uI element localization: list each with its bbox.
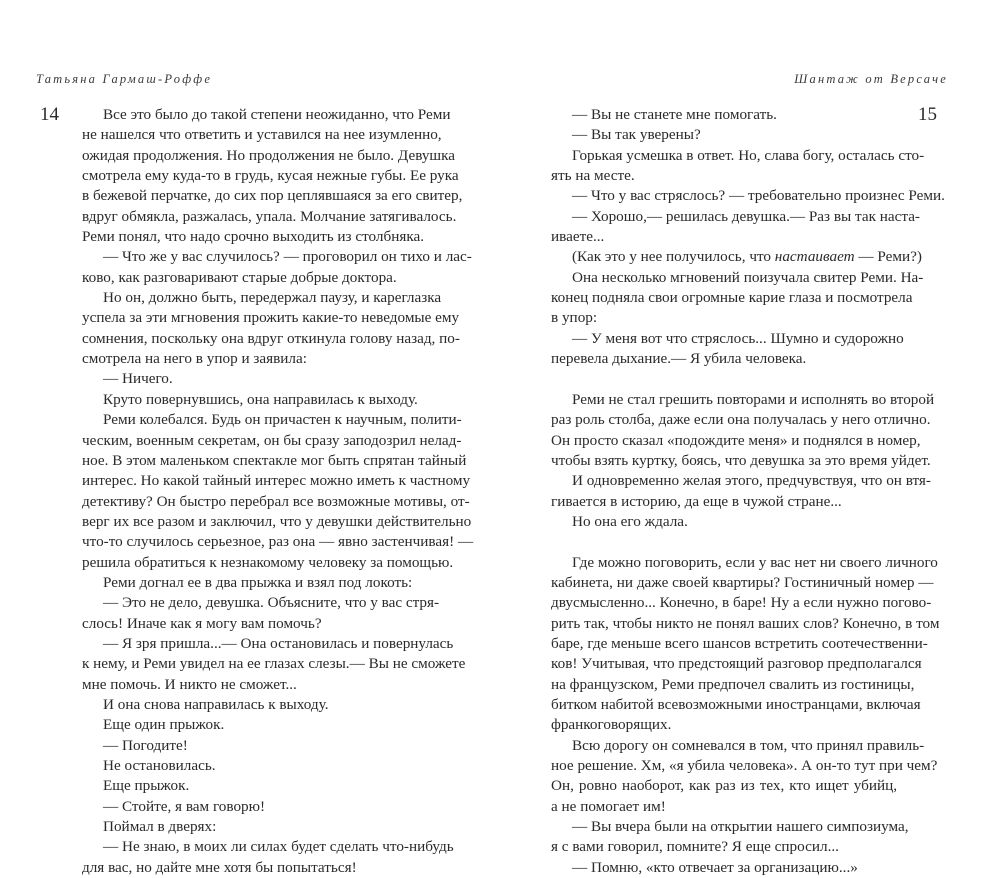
text-line: гивается в историю, да еще в чужой стране... — [551, 492, 842, 510]
text-line: верг их все разом и заключил, что у девушки действительно — [82, 512, 472, 530]
text-line: успела за эти мгновения прожить какие-то неведомые ему — [82, 309, 460, 327]
text-line: смотрела на него в упор и заявила: — [82, 350, 307, 368]
text-line: мне помочь. И никто не сможет... — [82, 675, 297, 693]
text-line: — Вы не станете мне помогать. — [572, 106, 777, 123]
text-line: Она несколько мгновений поизучала свитер Реми. На- — [572, 268, 924, 286]
text-line: — Не знаю, в моих ли силах будет сделать что-нибудь — [103, 838, 454, 856]
text-line: перевела дыхание.— Я убила человека. — [551, 350, 807, 368]
text-line: а не помогает им! — [551, 797, 666, 815]
left-page-text — [82, 105, 474, 878]
text-line: — Я зря пришла...— Она остановилась и повернулась — [103, 634, 454, 652]
text-line: для вас, но дайте мне хотя бы попытаться! — [82, 858, 357, 876]
text-line: ное решение. Хм, «я убила человека». А он-то тут при чем? — [551, 757, 938, 774]
text-line: ять на месте. — [551, 167, 635, 185]
text-line: — Что же у вас случилось? — проговорил он тихо и лас- — [103, 248, 472, 266]
text-line: ков! Учитывая, что предстоящий разговор предполагался — [551, 655, 922, 673]
text-line: сомнения, поскольку она вдруг откинула голову назад, по- — [82, 329, 460, 347]
text-line: рить так, чтобы никто не понял ваших слов? Конечно, в том — [551, 614, 940, 632]
text-line: — Вы вчера были на открытии нашего симпозиума, — [572, 818, 909, 836]
text-line: двусмысленно... Конечно, в баре! Ну а если нужно погово- — [551, 594, 932, 612]
text-line: интерес. Но какой тайный интерес можно иметь к частному — [82, 472, 471, 490]
running-head-title: Шантаж от Версаче — [794, 72, 948, 86]
text-line: смотрела ему куда-то в грудь, кусая нежные губы. Ее рука — [82, 167, 459, 185]
text-line: — У меня вот что стряслось... Шумно и судорожно — [572, 329, 904, 347]
text-line: конец подняла свои огромные карие глаза и посмотрела — [551, 289, 913, 307]
text-line: Всю дорогу он сомневался в том, что принял правиль- — [572, 736, 925, 754]
text-line: к нему, и Реми увидел на ее глазах слезы.— Вы не сможете — [82, 655, 466, 673]
text-line: — Погодите! — [103, 736, 188, 754]
text-line: кабинета, ни даже своей квартиры? Гостиничный номер — — [551, 573, 934, 591]
text-line: — Стойте, я вам говорю! — [103, 797, 266, 815]
emphasis: настаивает — [774, 248, 855, 266]
text-line: ческим, военным секретам, он бы сразу заподозрил нелад- — [82, 431, 462, 449]
text-line: — Что у вас стряслось? — требовательно произнес Реми. — [572, 187, 945, 205]
text-line: Реми догнал ее в два прыжка и взял под локоть: — [103, 573, 413, 591]
text-line: не нашелся что ответить и уставился на нее изумленно, — [82, 126, 442, 144]
text-line: раз роль столба, даже если она получалась у него отлично. — [551, 411, 931, 429]
text-line: (Как это у нее получилось, что настаивает — Реми?) — [572, 248, 922, 266]
text-line: Реми колебался. Будь он причастен к научным, полити- — [103, 411, 462, 429]
text-line: франкоговорящих. — [551, 716, 672, 734]
text-line: Где можно поговорить, если у вас нет ни своего личного — [572, 553, 938, 571]
text-line: Реми не стал грешить повторами и исполнять во второй — [572, 390, 935, 408]
text-line: я с вами говорил, помните? Я еще спросил... — [551, 838, 839, 856]
text-line: — Вы так уверены? — [572, 126, 701, 144]
text-line: — Хорошо,— решилась девушка.— Раз вы так наста- — [572, 207, 920, 225]
text-line: Горькая усмешка в ответ. Но, слава богу, осталась сто- — [572, 146, 925, 164]
text-line: Все это было до такой степени неожиданно, что Реми — [103, 106, 451, 123]
text-line: — Это не дело, девушка. Объясните, что у вас стря- — [103, 594, 440, 612]
page-number-left: 14 — [40, 104, 59, 125]
text-line: Еще прыжок. — [103, 777, 190, 795]
text-line: в бежевой перчатке, до сих пор цеплявшаяся за его свитер, — [82, 187, 463, 205]
text-line: Он, ровно наоборот, как раз из тех, кто ищет убийц, — [551, 777, 897, 795]
text-line: — Помню, «кто отвечает за организацию...» — [572, 858, 858, 876]
text-line: детективу? Он быстро перебрал все возможные мотивы, от- — [82, 492, 470, 510]
text-line: ково, как разговаривают старые добрые доктора. — [82, 268, 397, 286]
text-line: Он просто сказал «подождите меня» и поднялся в номер, — [551, 431, 921, 449]
blank-line — [551, 532, 897, 552]
blank-line — [551, 369, 897, 389]
text-line: Но он, должно быть, передержал паузу, и кареглазка — [103, 289, 442, 307]
text-line: в упор: — [551, 309, 598, 327]
text-line: битком набитой всевозможными иностранцами, включая — [551, 695, 921, 713]
text-line: Поймал в дверях: — [103, 818, 217, 836]
text-line: иваете... — [551, 228, 605, 246]
text-line: вдруг обмякла, разжалась, упала. Молчание затягивалось. — [82, 207, 457, 225]
text-line: Еще один прыжок. — [103, 716, 225, 734]
text-line: И она снова направилась к выходу. — [103, 695, 329, 713]
text-line: решила обратиться к незнакомому человеку за помощью. — [82, 553, 454, 571]
text-line: баре, где меньше всего шансов встретить соотечественни- — [551, 634, 928, 652]
text-line: на французском, Реми предпочел свалить из гостиницы, — [551, 675, 915, 693]
text-line: слось! Иначе как я могу вам помочь? — [82, 614, 322, 632]
text-line: чтобы взять куртку, боясь, что девушка за это время уйдет. — [551, 451, 931, 469]
text-line: Реми понял, что надо срочно выходить из столбняка. — [82, 228, 425, 246]
text-line: что-то случилось серьезное, раз она — явно застенчивая! — — [82, 533, 474, 551]
page-number-right: 15 — [918, 104, 937, 125]
text-line: И одновременно желая этого, предчувствуя, что он втя- — [572, 472, 931, 490]
text-line: Круто повернувшись, она направилась к выходу. — [103, 390, 418, 408]
text-line: — Ничего. — [103, 370, 173, 388]
text-line: ное. В этом маленьком спектакле мог быть спрятан тайный — [82, 451, 467, 469]
running-head-author: Татьяна Гармаш-Роффе — [36, 72, 213, 86]
text-line: ожидая продолжения. Но продолжения не было. Девушка — [82, 146, 456, 164]
text-line: Не остановилась. — [103, 757, 216, 774]
text-line: Но она его ждала. — [572, 512, 688, 530]
